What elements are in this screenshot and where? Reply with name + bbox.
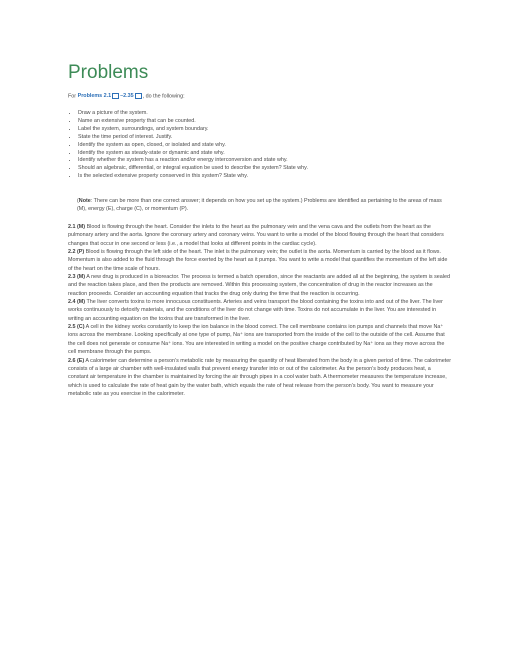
problem-item [68,223,452,248]
problem-number: 2.5 [68,324,76,331]
intro-suffix: , do the following: [142,93,185,100]
problems-link-label: Problems [77,93,103,100]
instruction-list [68,110,498,181]
note-label: Note [78,198,91,204]
problem-item [68,323,452,356]
problem-number: 2.1 [68,224,76,230]
problem-tag: (M) [77,274,86,281]
intro-line [68,93,185,99]
list-item: • Identify the system as steady-state or dynamic and state why. [78,150,498,158]
problem-item [68,298,452,323]
page-title: Problems [68,62,149,83]
problem-text: The liver converts toxins to more innocuous constituents. Arteries and veins transport the blood containing the toxins into and out of the liver. The liver works continuously to detoxify materials, and the conditions of the liver do not change with time. Toxins do not accumulate in the liver. You are interested in writing an accounting equation on the toxins that are transformed in the liver. [68,299,443,322]
problem-tag: (E) [77,357,85,364]
problem-list [68,223,452,398]
problem-number: 2.3 [68,274,76,281]
list-item: • Is the selected extensive property conserved in this system? State why. [78,173,498,181]
problem-text: Blood is flowing through the left side of the heart. The inlet is the pulmonary vein; the outlet is the aorta. Momentum is carried by the blood as it flows. Momentum is also added to the fluid through the force exerted by the heart as it pumps. You want to write a model that quantifies the momentum of the left side of the heart on the time scale of hours. [68,249,448,272]
note-paragraph [77,197,452,213]
note-open-paren: ( [77,198,79,204]
problem-tag: (C) [77,324,85,331]
problem-tag: (M) [77,299,86,306]
list-item: • Label the system, surroundings, and system boundary. [78,126,498,134]
problem-text: Blood is flowing through the heart. Consider the inlets to the heart as the pulmonary vein and the vena cava and the outlets from the heart as the pulmonary artery and the aorta. Ignore the coronary artery and coronary veins. You want to write a model of the blood flowing through the heart that considers changes that occur in one second or less (i.e., a model that looks at different points in the cardiac cycle). [68,224,444,247]
problem-item [68,273,452,298]
range-dash: – [120,93,124,100]
problem-number: 2.6 [68,357,76,364]
problem-number: 2.4 [68,299,76,306]
note-text: : There can be more than one correct answer; it depends on how you set up the system.) Problems are identified as pertaining to the areas of mass (M), energy (E), charge (C), or momentum (P). [77,198,442,212]
list-item: • Should an algebraic, differential, or integral equation be used to describe the system? State why. [78,165,498,173]
problem-item [68,357,452,399]
problem-text: A new drug is produced in a bioreactor. The process is termed a batch operation, since the reactants are added all at the beginning, the system is sealed and the reaction takes place, and then the products are removed. Within this processing system, the concentration of drug in the reactor increases as the reaction proceeds. Consider an accounting equation that tracks the drug only during the time that the reaction is occurring. [68,274,450,297]
list-item: • Name an extensive property that can be counted. [78,118,498,126]
problem-start-link[interactable]: 2.1 [103,93,112,100]
list-item: • State the time period of interest. Justify. [78,134,498,142]
list-item: • Draw a picture of the system. [78,110,498,118]
list-item: • Identify whether the system has a reaction and/or energy interconversion and state why. [78,157,498,165]
problem-text: A cell in the kidney works constantly to keep the ion balance in the blood correct. The cell membrane contains ion pumps and channels that move Na⁺ ions across the membrane. Looking specifically at one type of pump, Na⁺ ions are transported from the inside of the cell to the outside of the cell. Assume that the cell does not generate or consume Na⁺ ions. You are interested in writing a model on the positive charge contributed by Na⁺ ions as they move across the cell membrane through the pumps. [68,324,445,356]
problems-link[interactable] [78,93,143,99]
external-link-icon [135,93,142,99]
problem-tag: (M) [77,224,86,230]
problem-number: 2.2 [68,249,76,256]
problem-item [68,248,452,273]
problem-text: A calorimeter can determine a person’s metabolic rate by measuring the quantity of heat liberated from the body in a given period of time. The calorimeter consists of a large air chamber with well-insulated walls that prevent energy transfer into or out of the calorimeter. As the person’s body produces heat, a constant air temperature in the chamber is maintained by forcing the air through pipes in a cool water bath. A thermometer measures the temperature increase, which is used to calculate the rate of heat gain by the water bath, which equals the rate of heat release from the person’s body. You want to measure your metabolic rate as you exercise in the calorimeter. [68,357,452,397]
problem-end-link[interactable]: 2.35 [123,93,134,100]
list-item: • Identify the system as open, closed, or isolated and state why. [78,142,498,150]
intro-prefix: For [68,93,78,100]
external-link-icon [112,93,119,99]
problem-tag: (P) [77,249,85,256]
